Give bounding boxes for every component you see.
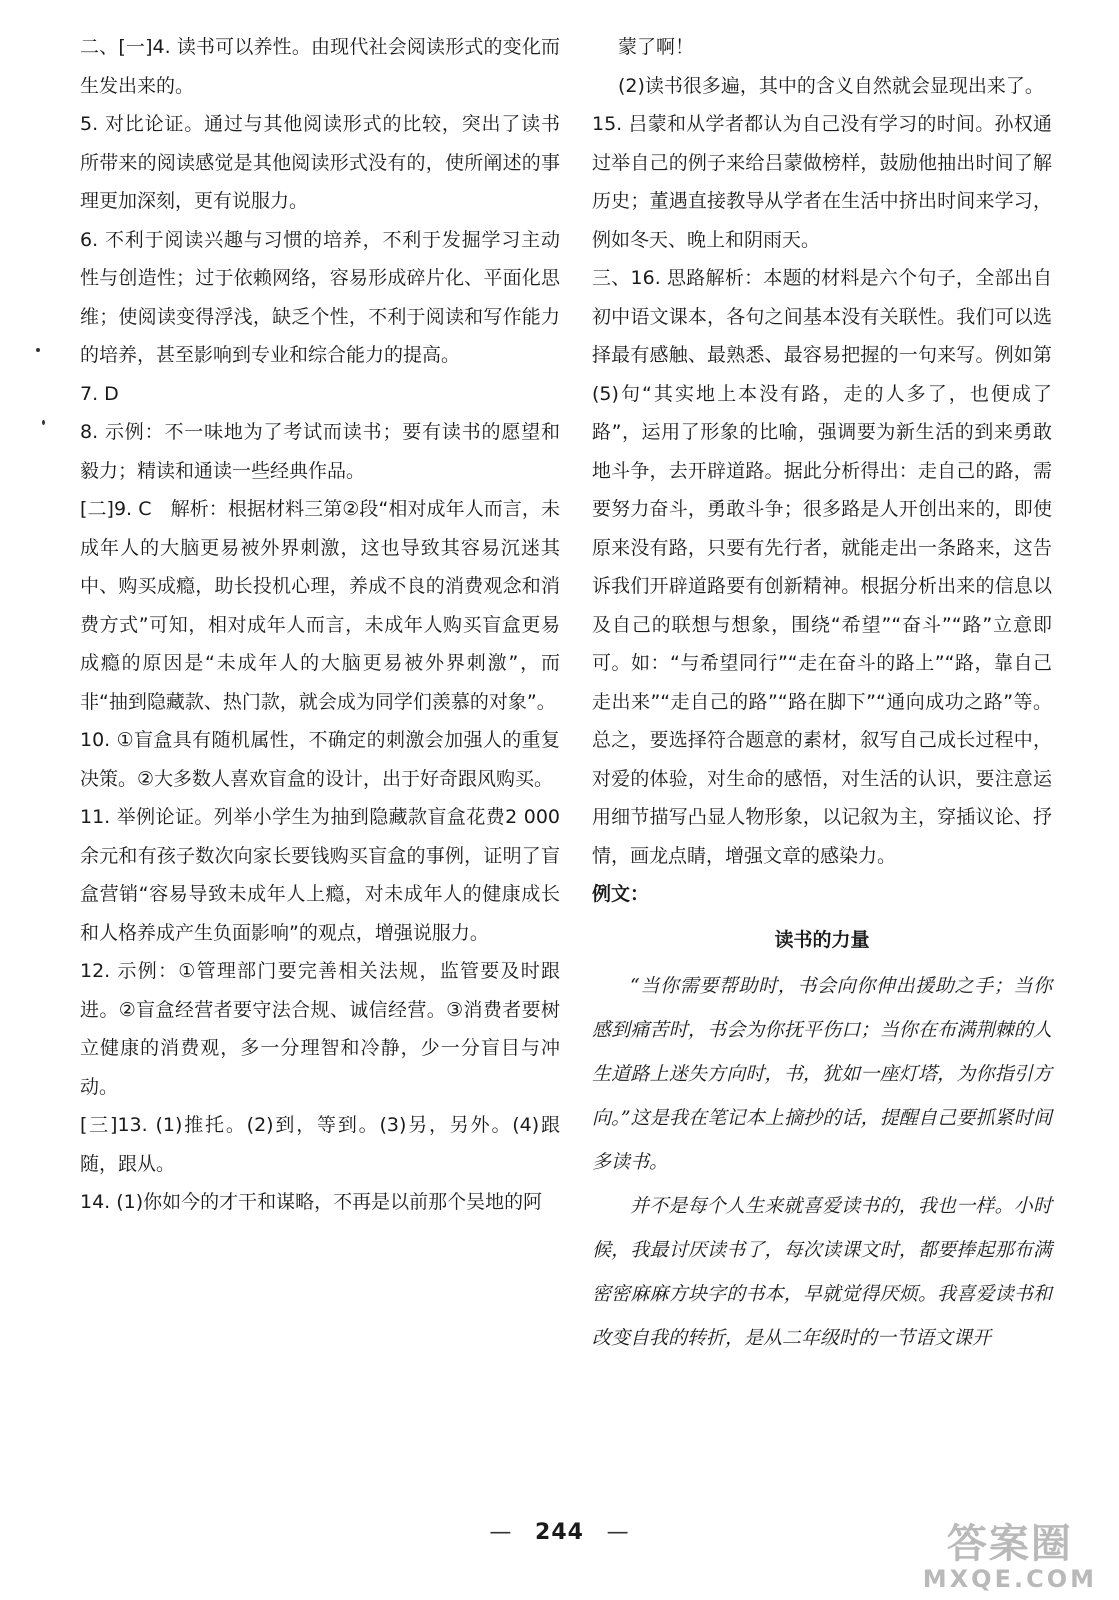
watermark-en: MXQE.COM [922, 1565, 1097, 1593]
essay-paragraph-2: 并不是每个人生来就喜爱读书的，我也一样。小时候，我最讨厌读书了，每次读课文时，都要捧起那布满密密麻麻方块字的书本，早就觉得厌烦。我喜爱读书和改变自我的转折，是从二年级时的一节语文课开 [592, 1194, 1052, 1349]
margin-dot [36, 348, 40, 352]
essay-paragraph-1: “当你需要帮助时，书会向你伸出援助之手；当你感到痛苦时，书会为你抚平伤口；当你在布满荆棘的人生道路上迷失方向时，书，犹如一座灯塔，为你指引方向。”这是我在笔记本上摘抄的话，提醒自己要抓紧时间多读书。 [592, 974, 1052, 1173]
answer-q14-part2: (2)读书很多遍，其中的含义自然就会显现出来了。 [618, 74, 1044, 97]
answer-q12: 12. 示例：①管理部门要完善相关法规，监管要及时跟进。②盲盒经营者要守法合规、诚信经营。③消费者要树立健康的消费观，多一分理智和冷静，少一分盲目与冲动。 [80, 960, 560, 1098]
footer-dash-left: — [489, 1520, 513, 1545]
answer-q13: [三]13. (1)推托。(2)到，等到。(3)另，另外。(4)跟随，跟从。 [80, 1114, 560, 1175]
answer-q8: 8. 示例：不一味地为了考试而读书；要有读书的愿望和毅力；精读和通读一些经典作品。 [80, 421, 560, 482]
answer-q6: 6. 不利于阅读兴趣与习惯的培养，不利于发掘学习主动性与创造性；过于依赖网络，容易形成碎片化、平面化思维；使阅读变得浮浅，缺乏个性，不利于阅读和写作能力的培养，甚至影响到专业和综合能力的提高。 [80, 228, 560, 366]
answer-q9: [二]9. C 解析：根据材料三第②段“相对成年人而言，未成年人的大脑更易被外界刺激，这也导致其容易沉迷其中、购买成瘾，助长投机心理，养成不良的消费观念和消费方式”可知，相对成年人而言，未成年人购买盲盒更易成瘾的原因是“未成年人的大脑更易被外界刺激”，而非“抽到隐藏款、热门款，就会成为同学们羡慕的对象”。 [80, 498, 560, 713]
answer-q7: 7. D [80, 382, 119, 405]
footer-dash-right: — [606, 1520, 630, 1545]
answer-q14: 14. (1)你如今的才干和谋略，不再是以前那个吴地的阿 [80, 1191, 543, 1213]
example-essay-label: 例文： [592, 883, 650, 905]
margin-dot [42, 420, 45, 425]
essay-title: 读书的力量 [774, 928, 870, 951]
page-number: 244 [535, 1520, 584, 1545]
watermark-cn: 答案圈 [946, 1521, 1073, 1567]
left-column [80, 28, 560, 1222]
answer-q16-analysis: 三、16. 思路解析：本题的材料是六个句子，全部出自初中语文课本，各句之间基本没有关联性。我们可以选择最有感触、最熟悉、最容易把握的一句来写。例如第(5)句“其实地上本没有路，走的人多了，也便成了路”，运用了形象的比喻，强调要为新生活的到来勇敢地斗争，去开辟道路。据此分析得出：走自己的路，需要努力奋斗，勇敢斗争；很多路是人开创出来的，即使原来没有路，只要有先行者，就能走出一条路来，这告诉我们开辟道路要有创新精神。根据分析出来的信息以及自己的联想与想象，围绕“希望”“奋斗”“路”立意即可。如：“与希望同行”“走在奋斗的路上”“路，靠自己走出来”“走自己的路”“路在脚下”“通向成功之路”等。总之，要选择符合题意的素材，叙写自己成长过程中，对爱的体验，对生命的感悟，对生活的认识，要注意运用细节描写凸显人物形象，以记叙为主，穿插议论、抒情，画龙点睛，增强文章的感染力。 [592, 267, 1052, 867]
watermark-logo [923, 1522, 1097, 1592]
answer-q4: 二、[一]4. 读书可以养性。由现代社会阅读形式的变化而生发出来的。 [80, 36, 560, 97]
answer-q11: 11. 举例论证。列举小学生为抽到隐藏款盲盒花费2 000余元和有孩子数次向家长要钱购买盲盒的事例，证明了盲盒营销“容易导致未成年人上瘾，对未成年人的健康成长和人格养成产生负面影响”的观点，增强说服力。 [80, 806, 560, 944]
answer-q5: 5. 对比论证。通过与其他阅读形式的比较，突出了读书所带来的阅读感觉是其他阅读形式没有的，使所阐述的事理更加深刻，更有说服力。 [80, 113, 560, 212]
answer-q14-cont: 蒙了啊！ [618, 36, 695, 58]
right-column [592, 28, 1052, 1360]
answer-q15: 15. 吕蒙和从学者都认为自己没有学习的时间。孙权通过举自己的例子来给吕蒙做榜样，鼓励他抽出时间了解历史；董遇直接教导从学者在生活中挤出时间来学习，例如冬天、晚上和阴雨天。 [592, 113, 1052, 251]
answer-q10: 10. ①盲盒具有随机属性，不确定的刺激会加强人的重复决策。②大多数人喜欢盲盒的设计，出于好奇跟风购买。 [80, 729, 560, 790]
